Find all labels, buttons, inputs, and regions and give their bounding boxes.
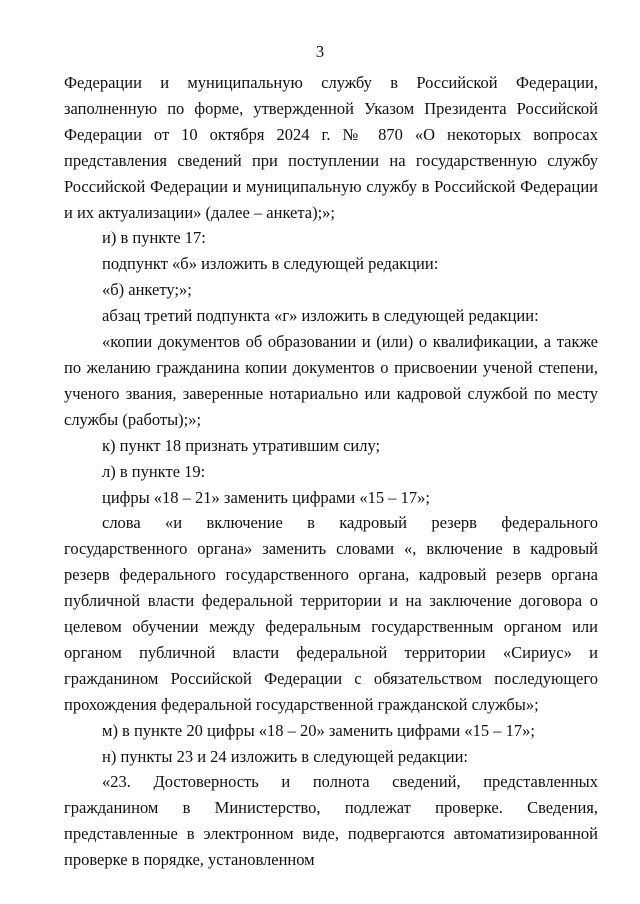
paragraph-item-m: м) в пункте 20 цифры «18 – 20» заменить цифрами «15 – 17»; [102, 720, 535, 740]
paragraph-subitem-g-instruction: абзац третий подпункта «г» изложить в следующей редакции: [102, 306, 539, 326]
paragraph-item-n: н) пункты 23 и 24 изложить в следующей редакции: [102, 746, 468, 766]
document-body [64, 70, 598, 873]
paragraph-item-l: л) в пункте 19: [102, 461, 206, 481]
paragraph-item-23: «23. Достоверность и полнота сведений, представленных гражданином в Министерство, подлежат проверке. Сведения, представленные в электронном виде, подвергаются автоматизированной проверке в порядке, установленном [64, 772, 598, 870]
page-number: 3 [315, 42, 325, 61]
paragraph-subitem-b-text: «б) анкету;»; [102, 280, 192, 300]
paragraph-subitem-b-instruction: подпункт «б» изложить в следующей редакции: [102, 254, 439, 274]
paragraph-item-k: к) пункт 18 признать утратившим силу; [102, 435, 381, 455]
paragraph-item-l-words: слова «и включение в кадровый резерв федерального государственного органа» заменить словами «, включение в кадровый резерв федерального государственного органа, кадровый резерв органа публичной власти федеральной территории и на заключение договора о целевом обучении между федеральным государственным органом или органом публичной власти федеральной территории «Сириус» и гражданином Российской Федерации с обязательством последующего прохождения федеральной государственной гражданской службы»; [64, 513, 598, 714]
paragraph-subitem-g-text: «копии документов об образовании и (или) о квалификации, а также по желанию гражданина копии документов о присвоении ученой степени, ученого звания, заверенные нотариально или кадровой службой по месту службы (работы);»; [64, 332, 598, 429]
paragraph-item-l-digits: цифры «18 – 21» заменить цифрами «15 – 17»; [102, 487, 430, 507]
paragraph-item-i: и) в пункте 17: [102, 228, 206, 248]
paragraph-continuation: Федерации и муниципальную службу в Российской Федерации, заполненную по форме, утвержденной Указом Президента Российской Федерации от 10 октября 2024 г. № 870 «О некоторых вопросах представления сведений при поступлении на государственную службу Российской Федерации и муниципальную службу в Российской Федерации и их актуализации» (далее – анкета);»; [64, 73, 598, 222]
